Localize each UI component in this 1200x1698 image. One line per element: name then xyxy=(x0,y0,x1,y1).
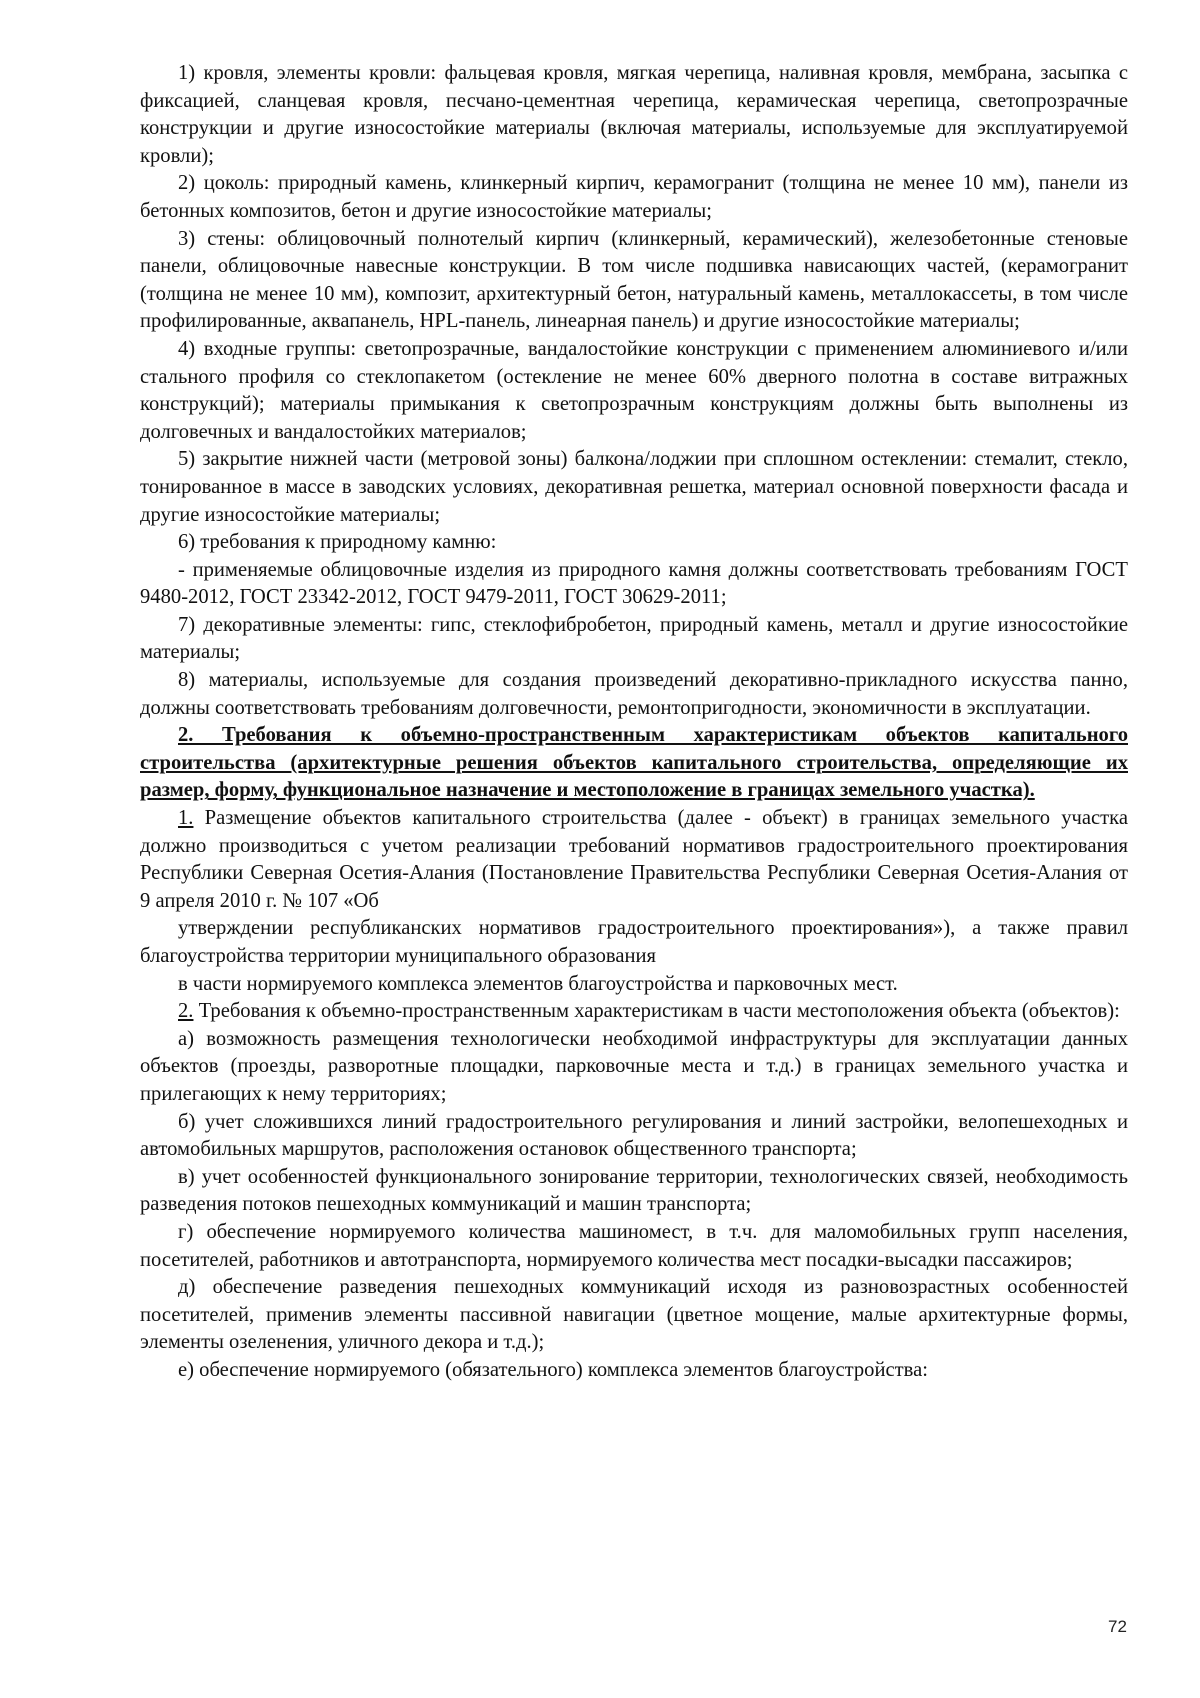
paragraph-placement xyxy=(140,805,1128,915)
paragraph-text: Требования к объемно-пространственным характеристикам в части местоположения объекта (объектов): xyxy=(193,1000,1120,1023)
paragraph-balcony-closure: 5) закрытие нижней части (метровой зоны) балкона/лоджии при сплошном остеклении: стемалит, стекло, тонированное в массе в заводских условиях, декоративная решетка, материал основной поверхности фасада и другие износостойкие материалы; xyxy=(140,448,1128,526)
paragraph-item-g: г) обеспечение нормируемого количества машиномест, в т.ч. для маломобильных групп населения, посетителей, работников и автотранспорта, нормируемого количества мест посадки-высадки пассажиров; xyxy=(140,1220,1128,1271)
document-body xyxy=(140,60,1128,1385)
section-heading: 2. Требования к объемно-пространственным характеристикам объектов капитального строительства (архитектурные решения объектов капитального строительства, определяющие их размер, форму, функциональное назначение и местоположение в границах земельного участка). xyxy=(140,724,1128,802)
paragraph-plinth: 2) цоколь: природный камень, клинкерный кирпич, керамогранит (толщина не менее 10 мм), панели из бетонных композитов, бетон и другие износостойкие материалы; xyxy=(140,172,1128,222)
paragraph-item-e: е) обеспечение нормируемого (обязательного) комплекса элементов благоустройства: xyxy=(178,1358,928,1381)
paragraph-roof: 1) кровля, элементы кровли: фальцевая кровля, мягкая черепица, наливная кровля, мембрана, засыпка с фиксацией, сланцевая кровля, песчано-цементная черепица, керамическая черепица, светопрозрачные конструкции и другие износостойкие материалы (включая материалы, используемые для эксплуатируемой кровли); xyxy=(140,62,1128,167)
paragraph-item-v: в) учет особенностей функционального зонирование территории, технологических связей, необходимость разведения потоков пешеходных коммуникаций и машин транспорта; xyxy=(140,1165,1128,1216)
paragraph-stone-requirements: 6) требования к природному камню: xyxy=(178,531,497,554)
item-number: 2. xyxy=(178,1000,194,1023)
paragraph-item-a: а) возможность размещения технологически необходимой инфраструктуры для эксплуатации данных объектов (проезды, разворотные площадки, парковочные места и т.д.) в границах земельного участка и прилегающих к нему территориях; xyxy=(140,1027,1128,1105)
paragraph-entrance-groups: 4) входные группы: светопрозрачные, вандалостойкие конструкции с применением алюминиевого и/или стального профиля со стеклопакетом (остекление не менее 60% дверного полотна в составе витражных конструкций); материалы примыкания к светопрозрачным конструкциям должны быть выполнены из долговечных и вандалостойких материалов; xyxy=(140,337,1128,443)
page-number: 72 xyxy=(1108,1617,1127,1636)
paragraph-item-b: б) учет сложившихся линий градостроительного регулирования и линий застройки, велопешеходных и автомобильных маршрутов, расположения остановок общественного транспорта; xyxy=(140,1110,1128,1161)
paragraph-item-d: д) обеспечение разведения пешеходных коммуникаций исходя из разновозрастных особенностей посетителей, применив элементы пассивной навигации (цветное мощение, малые архитектурные формы, элементы озеленения, уличного декора и т.д.); xyxy=(140,1276,1128,1354)
paragraph-walls: 3) стены: облицовочный полнотелый кирпич (клинкерный, керамический), железобетонные стеновые панели, облицовочные навесные конструкции. В том числе подшивка нависающих частей, (керамогранит (толщина не менее 10 мм), композит, архитектурный бетон, натуральный камень, металлокассеты, в том числе профилированные, аквапанель, HPL-панель, линеарная панель) и другие износостойкие материалы; xyxy=(140,227,1128,333)
paragraph-placement-parking: в части нормируемого комплекса элементов благоустройства и парковочных мест. xyxy=(178,972,898,995)
paragraph-stone-gost: - применяемые облицовочные изделия из природного камня должны соответствовать требованиям ГОСТ 9480-2012, ГОСТ 23342-2012, ГОСТ 9479-2011, ГОСТ 30629-2011; xyxy=(140,558,1128,609)
paragraph-decorative-art-materials: 8) материалы, используемые для создания произведений декоративно-прикладного искусства панно, должны соответствовать требованиям долговечности, ремонтопригодности, экономичности в эксплуатации. xyxy=(140,669,1128,719)
paragraph-decorative-elements: 7) декоративные элементы: гипс, стеклофибробетон, природный камень, металл и другие износостойкие материалы; xyxy=(140,613,1128,664)
paragraph-text: Размещение объектов капитального строительства (далее - объект) в границах земельного участка должно производиться с учетом реализации требований нормативов градостроительного проектирования Республики Северная Осетия-Алания (Постановление Правительства Республики Северная Осетия-Алания от 9 апреля 2010 г. № 107 «Об xyxy=(140,807,1128,912)
paragraph-location-requirements xyxy=(140,998,1128,1026)
paragraph-placement-continued: утверждении республиканских нормативов градостроительного проектирования»), а также правил благоустройства территории муниципального образования xyxy=(140,917,1128,967)
item-number: 1. xyxy=(178,807,194,830)
